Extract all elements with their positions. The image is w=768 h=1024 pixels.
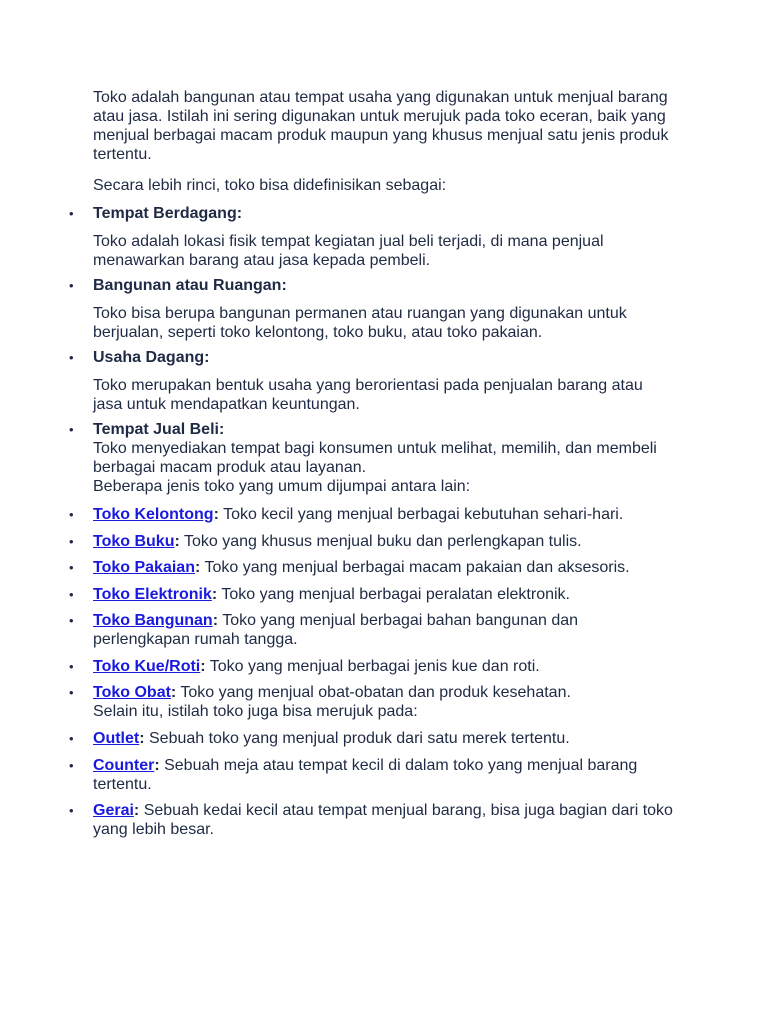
bullet-icon: • [69, 758, 74, 773]
list-item [69, 505, 673, 524]
bullet-icon: • [69, 587, 74, 602]
list-item [69, 657, 673, 676]
bullet-icon: • [69, 507, 74, 522]
definition-desc: Toko menyediakan tempat bagi konsumen untuk melihat, memilih, dan membeli berbagai macam produk atau layanan. [93, 440, 657, 476]
colon: : [170, 684, 177, 701]
item-desc: Sebuah toko yang menjual produk dari satu merek tertentu. [144, 730, 570, 747]
item-desc: Toko yang menjual obat-obatan dan produk kesehatan. [176, 684, 571, 701]
colon: : [213, 506, 219, 523]
bullet-icon: • [69, 659, 74, 674]
bullet-icon: • [69, 422, 74, 437]
item-desc: Toko yang menjual berbagai bahan bangunan dan perlengkapan rumah tangga. [93, 612, 579, 648]
colon: : [212, 612, 219, 629]
intro-paragraph: Toko adalah bangunan atau tempat usaha yang digunakan untuk menjual barang atau jasa. Istilah ini sering digunakan untuk merujuk pada toko eceran, baik yang menjual berbagai macam produk maupun yang khusus menjual satu jenis produk tertentu. [93, 89, 669, 163]
link-toko-kelontong[interactable]: Toko Kelontong [93, 506, 214, 523]
link-outlet[interactable]: Outlet [93, 730, 140, 747]
list-item [69, 801, 673, 839]
bullet-icon: • [69, 278, 74, 293]
item-desc: Sebuah kedai kecil atau tempat menjual barang, bisa juga bagian dari toko yang lebih besar. [93, 802, 673, 838]
definition-desc: Toko merupakan bentuk usaha yang berorientasi pada penjualan barang atau jasa untuk mendapatkan keuntungan. [93, 377, 643, 413]
link-toko-buku[interactable]: Toko Buku [93, 533, 175, 550]
item-desc: Sebuah meja atau tempat kecil di dalam toko yang menjual barang tertentu. [93, 757, 638, 793]
definition-item [69, 420, 673, 496]
bullet-icon: • [69, 560, 74, 575]
bullet-icon: • [69, 350, 74, 365]
colon: : [174, 533, 180, 550]
definition-desc: Toko adalah lokasi fisik tempat kegiatan jual beli terjadi, di mana penjual menawarkan barang atau jasa kepada pembeli. [93, 233, 604, 269]
colon: : [200, 658, 206, 675]
list-item [69, 683, 673, 721]
definition-title: Bangunan atau Ruangan: [93, 277, 287, 294]
list-item [69, 532, 673, 551]
definition-title: Tempat Berdagang: [93, 205, 243, 222]
colon: : [194, 559, 201, 576]
link-toko-kue-roti[interactable]: Toko Kue/Roti [93, 658, 201, 675]
list-item [69, 756, 673, 794]
definition-title: Tempat Jual Beli: [93, 421, 225, 438]
item-desc: Toko yang menjual berbagai macam pakaian dan aksesoris. [200, 559, 630, 576]
link-toko-pakaian[interactable]: Toko Pakaian [93, 559, 195, 576]
link-gerai[interactable]: Gerai [93, 802, 134, 819]
other-terms-lead: Selain itu, istilah toko juga bisa merujuk pada: [93, 703, 418, 720]
colon: : [154, 757, 160, 774]
bullet-icon: • [69, 534, 74, 549]
definition-title: Usaha Dagang: [93, 349, 210, 366]
colon: : [139, 730, 145, 747]
item-desc: Toko kecil yang menjual berbagai kebutuhan sehari-hari. [218, 506, 624, 523]
list-item [69, 558, 673, 577]
colon: : [133, 802, 140, 819]
item-desc: Toko yang khusus menjual buku dan perlengkapan tulis. [179, 533, 582, 550]
list-item [69, 729, 673, 748]
definition-lead: Secara lebih rinci, toko bisa didefinisikan sebagai: [93, 177, 447, 194]
link-toko-bangunan[interactable]: Toko Bangunan [93, 612, 213, 629]
link-toko-elektronik[interactable]: Toko Elektronik [93, 586, 212, 603]
item-desc: Toko yang menjual berbagai jenis kue dan roti. [205, 658, 540, 675]
definition-item [69, 276, 673, 342]
link-counter[interactable]: Counter [93, 757, 155, 774]
colon: : [211, 586, 218, 603]
definition-item [69, 348, 673, 414]
list-item [69, 585, 673, 604]
bullet-icon: • [69, 613, 74, 628]
bullet-icon: • [69, 803, 74, 818]
document-body [69, 88, 673, 839]
bullet-icon: • [69, 731, 74, 746]
definition-item [69, 204, 673, 270]
link-toko-obat[interactable]: Toko Obat [93, 684, 171, 701]
bullet-icon: • [69, 206, 74, 221]
bullet-icon: • [69, 685, 74, 700]
shop-types-lead: Beberapa jenis toko yang umum dijumpai antara lain: [93, 478, 471, 495]
list-item [69, 611, 673, 649]
item-desc: Toko yang menjual berbagai peralatan elektronik. [217, 586, 570, 603]
definition-desc: Toko bisa berupa bangunan permanen atau ruangan yang digunakan untuk berjualan, seperti toko kelontong, toko buku, atau toko pakaian. [93, 305, 627, 341]
